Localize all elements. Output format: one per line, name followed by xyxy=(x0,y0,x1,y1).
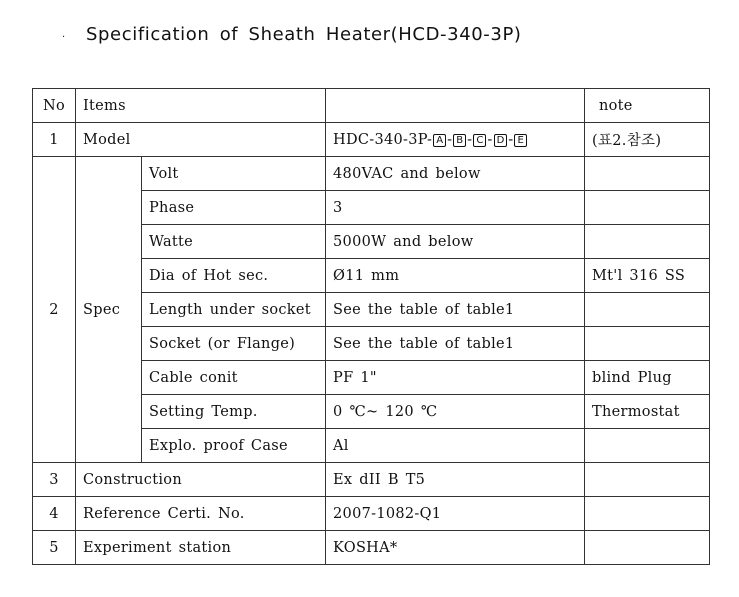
spec-row xyxy=(33,157,710,191)
spec-label: Explo. proof Case xyxy=(142,429,326,463)
item-value: KOSHA* xyxy=(326,531,585,565)
header-row xyxy=(33,89,710,123)
note-cell: blind Plug xyxy=(585,361,710,395)
item-label: Construction xyxy=(76,463,326,497)
spec-label: Setting Temp. xyxy=(142,395,326,429)
spec-value: 5000W and below xyxy=(326,225,585,259)
spec-label: Dia of Hot sec. xyxy=(142,259,326,293)
option-box-c: C xyxy=(473,134,486,147)
item-label: Experiment station xyxy=(76,531,326,565)
item-value: Ex dII B T5 xyxy=(326,463,585,497)
row-number: 2 xyxy=(33,157,76,463)
spec-label: Volt xyxy=(142,157,326,191)
option-box-e: E xyxy=(514,134,526,147)
spec-value: Al xyxy=(326,429,585,463)
spec-value: 480VAC and below xyxy=(326,157,585,191)
item-value: 2007-1082-Q1 xyxy=(326,497,585,531)
spec-label: Phase xyxy=(142,191,326,225)
spec-label: Socket (or Flange) xyxy=(142,327,326,361)
spec-value: See the table of table1 xyxy=(326,293,585,327)
option-box-b: B xyxy=(453,134,466,147)
margin-mark: . xyxy=(62,29,66,40)
note-cell xyxy=(585,225,710,259)
note-cell xyxy=(585,327,710,361)
station-row xyxy=(33,531,710,565)
construction-row xyxy=(33,463,710,497)
row-number: 3 xyxy=(33,463,76,497)
header-value xyxy=(326,89,585,123)
note-cell xyxy=(585,293,710,327)
note-cell xyxy=(585,157,710,191)
spec-table xyxy=(32,88,710,565)
header-note: note xyxy=(585,89,710,123)
note-cell: (표2.참조) xyxy=(585,123,710,157)
note-cell xyxy=(585,497,710,531)
spec-value: 3 xyxy=(326,191,585,225)
row-number: 4 xyxy=(33,497,76,531)
item-label: Spec xyxy=(76,157,142,463)
model-code-prefix: HDC-340-3P- xyxy=(333,131,433,148)
note-cell: Mt'l 316 SS xyxy=(585,259,710,293)
option-box-d: D xyxy=(494,134,508,147)
header-items: Items xyxy=(76,89,326,123)
spec-value: See the table of table1 xyxy=(326,327,585,361)
note-cell xyxy=(585,463,710,497)
spec-value: 0 ℃~ 120 ℃ xyxy=(326,395,585,429)
note-cell xyxy=(585,429,710,463)
header-no: No xyxy=(33,89,76,123)
note-cell xyxy=(585,531,710,565)
model-code: HDC-340-3P- A - B - C - D - E xyxy=(326,123,585,157)
option-box-a: A xyxy=(433,134,446,147)
item-label: Reference Certi. No. xyxy=(76,497,326,531)
spec-value: Ø11 mm xyxy=(326,259,585,293)
item-label: Model xyxy=(76,123,326,157)
row-number: 5 xyxy=(33,531,76,565)
spec-label: Cable conit xyxy=(142,361,326,395)
spec-label: Length under socket xyxy=(142,293,326,327)
certificate-row xyxy=(33,497,710,531)
spec-value: PF 1" xyxy=(326,361,585,395)
note-cell xyxy=(585,191,710,225)
spec-label: Watte xyxy=(142,225,326,259)
note-cell: Thermostat xyxy=(585,395,710,429)
row-number: 1 xyxy=(33,123,76,157)
page-title: Specification of Sheath Heater(HCD-340-3P) xyxy=(86,24,522,45)
model-row xyxy=(33,123,710,157)
